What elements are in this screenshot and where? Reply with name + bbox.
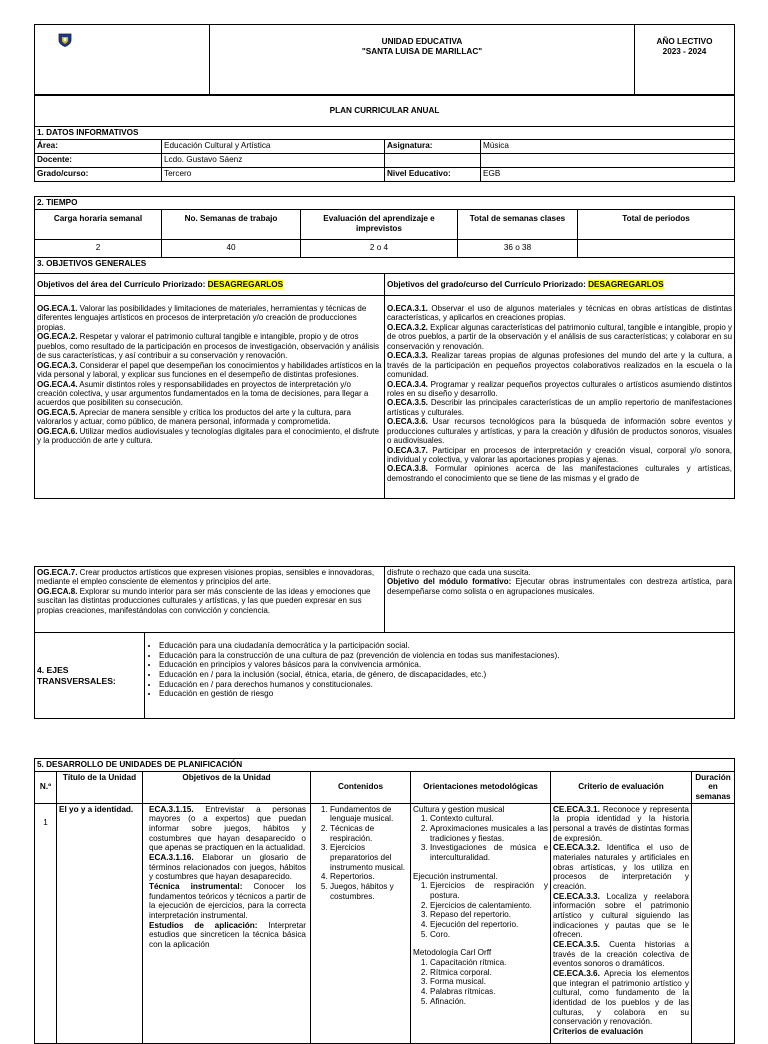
eje-item: • Educación en gestión de riesgo (159, 689, 732, 699)
objetivo-area-item: OG.ECA.3. Considerar el papel que desempeñan los conocimientos y habilidades artísticos en la vida personal y laboral, y explicar sus funciones en el desempeño de distintas profesiones. (37, 360, 382, 380)
grado-value: Tercero (162, 167, 385, 181)
objetivo-area-item: OG.ECA.1. Valorar las posibilidades y limitaciones de materiales, herramientas y técnicas de diferentes lenguajes artísticos en procesos de interpretación y/o creación de producciones propias. (37, 304, 367, 332)
content-item: 5. Juegos, hábitos y costumbres. (330, 882, 408, 901)
nivel-value: EGB (481, 167, 735, 181)
objetivo-area-item: OG.ECA.2. Respetar y valorar el patrimonio cultural tangible e intangible, propio y de otros pueblos, como resultado de la participación en procesos de investigación, observación y análisis de sus características, y así contribuir a su conservación y renovación. (37, 332, 379, 361)
objetivos-area-list-continued (35, 567, 385, 633)
objetivos-grado-list (385, 296, 735, 499)
orient-list (413, 814, 548, 862)
desarrollo-section-title: 5. DESARROLLO DE UNIDADES DE PLANIFICACIÓN (35, 759, 735, 772)
criterio-item: CE.ECA.3.6. Aprecia los elementos que integran el patrimonio artístico y cultural, como fundamento de la identidad de los pueblos y de las culturas, y colabora en su conservación y renovación. (553, 969, 689, 1027)
eje-item: • Educación en principios y valores básicos para la convivencia armónica. (159, 660, 732, 670)
ejes-list-cell (145, 633, 735, 719)
objetivo-modulo: Objetivo del módulo formativo: Ejecutar obras instrumentales con destreza artística, para desempeñarse como solista o en agrupaciones musicales. (387, 577, 733, 596)
school-line-2: "SANTA LUISA DE MARILLAC" (361, 46, 483, 56)
datos-section-title: 1. DATOS INFORMATIVOS (35, 127, 735, 140)
orient-item: 2. Ejercicios de calentamiento. (430, 901, 548, 911)
objetivo-grado-item: O.ECA.3.5. Describir las principales características de un amplio repertorio de manifestaciones artísticas y culturales. (387, 398, 733, 417)
objetivo-grado-item: O.ECA.3.1. Observar el uso de algunos materiales y técnicas en obras artísticas de distintas características, y aplicarlos en creaciones propias. (387, 304, 733, 323)
objetivo-area-item: OG.ECA.7. Crear productos artísticos que expresen visiones propias, sensibles e innovadoras, mediante el empleo consciente de elementos y principios del arte. (37, 568, 375, 587)
tiempo-header-total-periodos: Total de periodos (578, 210, 735, 240)
content-item: 1. Fundamentos de lenguaje musical. (330, 805, 408, 824)
year-cell (635, 25, 735, 95)
objetivos-area-highlight: DESAGREGARLOS (207, 279, 284, 289)
criterio-item: CE.ECA.3.5. Cuenta historias a través de la creación colectiva de eventos sonoros o dramáticos. (553, 940, 689, 969)
objetivo-grado-item: O.ECA.3.7. Participar en procesos de interpretación y creación visual, corporal y/o sonora, individual y colectiva, y valorar las aportaciones propias y ajenas. (387, 445, 733, 464)
col-header-objetivos: Objetivos de la Unidad (143, 771, 311, 803)
tiempo-value-total-semanas: 36 o 38 (458, 240, 578, 258)
objetivo-grado-item: O.ECA.3.8. Formular opiniones acerca de las manifestaciones culturales y artísticas, demostrando el conocimiento que se tiene de las mismas y el grado de (387, 464, 733, 483)
unit-objective: ECA.3.1.16. Elaborar un glosario de términos relacionados con juegos, hábitos y costumbres que hayan desaparecido. (149, 853, 306, 882)
nivel-label: Nivel Educativo: (385, 167, 481, 181)
empty-cell (385, 153, 481, 167)
orient-group-title: Cultura y gestion musical (413, 804, 505, 814)
orient-item: 2. Rítmica corporal. (430, 968, 548, 978)
tiempo-value-semanas: 40 (162, 240, 301, 258)
school-name-cell (210, 25, 635, 95)
unit-criteria (551, 803, 692, 1043)
objetivo-grado-cont-text: disfrute o rechazo que cada una suscita. (387, 568, 531, 577)
plan-title: PLAN CURRICULAR ANUAL (35, 96, 735, 127)
objetivos-grado-list-continued (385, 567, 735, 633)
docente-label: Docente: (35, 153, 162, 167)
orient-item: 5. Afinación. (430, 997, 548, 1007)
orient-list (413, 958, 548, 1006)
objetivo-area-item: OG.ECA.8. Explorar su mundo interior para ser más consciente de las ideas y emociones que suscitan las distintas producciones culturales y artísticas, y las que pueden expresar en sus propias creaciones, manifestándolas con convicción y conciencia. (37, 586, 371, 615)
criterio-tail: Criterios de evaluación (553, 1027, 644, 1037)
orient-item: 3. Investigaciones de música e interculturalidad. (430, 843, 548, 862)
tiempo-header-evaluacion: Evaluación del aprendizaje e imprevistos (301, 210, 458, 240)
ejes-label: 4. EJES TRANSVERSALES: (35, 633, 145, 719)
orient-item: 3. Repaso del repertorio. (430, 910, 548, 920)
eje-item: • Educación en / para derechos humanos y constitucionales. (159, 680, 732, 690)
tiempo-header-semanas: No. Semanas de trabajo (162, 210, 301, 240)
unit-objective: ECA.3.1.15. Entrevistar a personas mayores (o a expertos) que puedan informar sobre juegos, hábitos y costumbres que hayan desaparecido o que apenas se practiquen en la actualidad. (149, 804, 306, 853)
objetivo-area-item: OG.ECA.6. Utilizar medios audiovisuales y tecnologías digitales para el conocimiento, el disfrute y la producción de arte y cultura. (37, 426, 379, 446)
orient-item: 1. Contexto cultural. (430, 814, 548, 824)
tiempo-objetivos-table (34, 196, 735, 499)
col-header-criterio: Criterio de evaluación (551, 771, 692, 803)
criterio-item: CE.ECA.3.1. Reconoce y representa la propia identidad y la historia personal a través de distintas formas de expresión. (553, 804, 689, 843)
unit-number: 1 (35, 803, 57, 1043)
area-label: Área: (35, 139, 162, 153)
grado-label: Grado/curso: (35, 167, 162, 181)
objetivos-continuation-table (34, 566, 735, 719)
col-header-contenidos: Contenidos (311, 771, 411, 803)
orient-item: 1. Ejercicios de respiración y postura. (430, 881, 548, 900)
orient-item: 1. Capacitación rítmica. (430, 958, 548, 968)
unit-orientations (411, 803, 551, 1043)
unit-objective: Estudios de aplicación: Interpretar estudios que sincreticen la técnica básica con la aplicación (149, 920, 306, 950)
contents-list (313, 805, 408, 902)
eje-item: • Educación en / para la inclusión (social, étnica, etaria, de género, de discapacidades, etc.) (159, 670, 732, 680)
col-header-orientaciones: Orientaciones metodológicas (411, 771, 551, 803)
asignatura-label: Asignatura: (385, 139, 481, 153)
content-item: 4. Repertorios. (330, 872, 408, 882)
orient-item: 3. Forma musical. (430, 977, 548, 987)
orient-item: 2. Aproximaciones musicales a las tradiciones y fiestas. (430, 824, 548, 843)
tiempo-value-carga: 2 (35, 240, 162, 258)
objetivos-area-header-label: Objetivos del área del Currículo Priorizado: (37, 279, 206, 289)
desarrollo-table (34, 758, 735, 1044)
unit-contents (311, 803, 411, 1043)
col-header-n: N.º (35, 771, 57, 803)
tiempo-header-total-semanas: Total de semanas clases (458, 210, 578, 240)
tiempo-header-carga: Carga horaria semanal (35, 210, 162, 240)
area-value: Educación Cultural y Artística (162, 139, 385, 153)
unit-objectives (143, 803, 311, 1043)
logo-cell (35, 25, 210, 95)
orient-list (413, 881, 548, 939)
objetivo-grado-item: O.ECA.3.4. Programar y realizar pequeños proyectos culturales o artísticos asumiendo distintos roles en su diseño y desarrollo. (387, 379, 733, 398)
empty-cell (481, 153, 735, 167)
unit-title: El yo y a identidad. (57, 803, 143, 1043)
col-header-titulo: Título de la Unidad (57, 771, 143, 803)
datos-table (34, 95, 735, 182)
asignatura-value: Música (481, 139, 735, 153)
unit-objective: Técnica instrumental: Conocer los fundamentos teóricos y técnicos a partir de la ejecución de ejercicios, para la correcta interpretación instrumental. (149, 882, 306, 921)
tiempo-value-total-periodos (578, 240, 735, 258)
objetivos-area-header (35, 274, 385, 296)
eje-item: • Educación para una ciudadanía democrática y la participación social. (159, 641, 732, 651)
orient-item: 4. Ejecución del repertorio. (430, 920, 548, 930)
objetivo-grado-item: O.ECA.3.3. Realizar tareas propias de algunas profesiones del mundo del arte y la cultura, a través de la participación en pequeños proyectos colaborativos realizados en la escuela o la comunidad. (387, 351, 733, 380)
content-item: 2. Técnicas de respiración. (330, 824, 408, 843)
objetivos-area-list (35, 296, 385, 499)
objetivos-section-title: 3. OBJETIVOS GENERALES (35, 258, 735, 274)
tiempo-value-evaluacion: 2 o 4 (301, 240, 458, 258)
tiempo-section-title: 2. TIEMPO (35, 197, 735, 210)
year-value: 2023 - 2024 (662, 46, 707, 56)
criterio-item: CE.ECA.3.3. Localiza y reelabora información sobre el patrimonio artístico y cultural siguiendo las indicaciones y pautas que se le ofrecen. (553, 891, 689, 940)
year-label: AÑO LECTIVO (656, 37, 713, 46)
col-header-duracion: Duración en semanas (692, 771, 735, 803)
objetivos-grado-header-label: Objetivos del grado/curso del Currículo Priorizado: (387, 279, 586, 289)
objetivo-area-item: OG.ECA.4. Asumir distintos roles y responsabilidades en proyectos de interpretación y/o creación colectiva, y usar argumentos fundamentados en la toma de decisiones, para llegar a acuerdos que posibiliten su consecución. (37, 379, 369, 408)
objetivo-area-item: OG.ECA.5. Apreciar de manera sensible y crítica los productos del arte y la cultura, para valorarlos y actuar, como público, de manera personal, informada y comprometida. (37, 407, 351, 427)
school-line-1: UNIDAD EDUCATIVA (381, 37, 463, 46)
objetivo-grado-item: O.ECA.3.6. Usar recursos tecnológicos para la búsqueda de información sobre eventos y producciones culturales y artísticas, y para la creación y difusión de productos sonoros, visuales o audiovisuales. (387, 417, 733, 446)
objetivos-grado-header (385, 274, 735, 296)
criterio-item: CE.ECA.3.2. Identifica el uso de materiales naturales y artificiales en obras artísticas, y los utiliza en procesos de interpretación y creación. (553, 843, 689, 892)
orient-item: 5. Coro. (430, 930, 548, 940)
orient-item: 4. Palabras rítmicas. (430, 987, 548, 997)
header-table (34, 24, 735, 95)
orient-group-title: Ejecución instrumental. (413, 871, 498, 881)
eje-item: • Educación para la construcción de una cultura de paz (prevención de violencia en todas sus manifestaciones). (159, 651, 732, 661)
school-shield-icon (57, 33, 73, 47)
content-item: 3. Ejercicios preparatorios del instrumento musical. (330, 843, 408, 872)
docente-value: Lcdo. Gustavo Sáenz (162, 153, 385, 167)
ejes-list (147, 641, 732, 699)
objetivos-grado-highlight: DESAGREGARLOS (588, 279, 664, 289)
orient-group-title: Metodología Carl Orff (413, 948, 492, 958)
unit-duration (692, 803, 735, 1043)
objetivo-grado-item: O.ECA.3.2. Explicar algunas características del patrimonio cultural, tangible e intangible, propio y de otros pueblos, a partir de la observación y el análisis de sus características; y colaborar en su conservación y renovación. (387, 322, 733, 351)
